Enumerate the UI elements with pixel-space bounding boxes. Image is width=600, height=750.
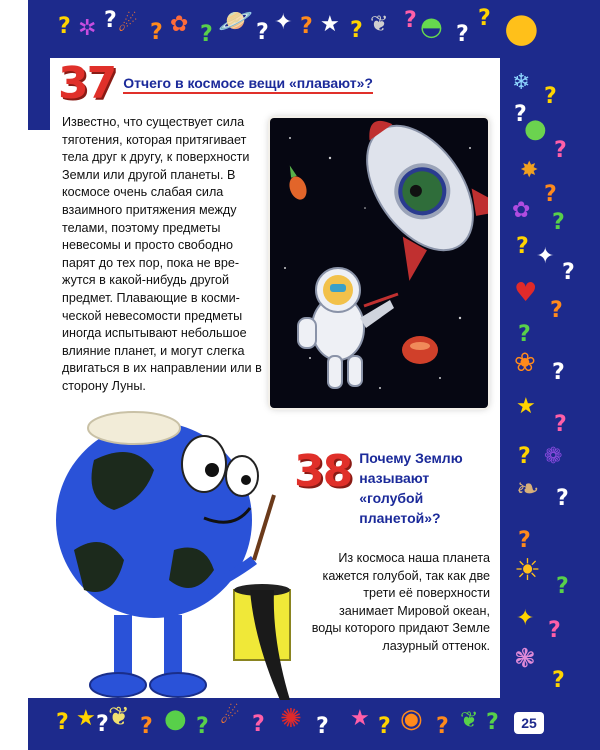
question-mark-icon: ? bbox=[516, 234, 529, 259]
starfish-icon: ★ bbox=[350, 706, 370, 731]
question-mark-icon: ? bbox=[544, 182, 557, 207]
question-mark-icon: ? bbox=[456, 22, 469, 47]
satellite-icon: ✦ bbox=[274, 10, 293, 35]
question-38-header bbox=[294, 448, 479, 528]
crab-icon: ✺ bbox=[280, 704, 302, 734]
question-mark-icon: ? bbox=[554, 138, 567, 163]
jellyfish-icon: ❃ bbox=[514, 644, 536, 674]
plant-icon: ❦ bbox=[460, 708, 479, 733]
question-mark-icon: ? bbox=[252, 712, 265, 737]
star-icon: ✦ bbox=[516, 606, 535, 631]
page-number: 25 bbox=[514, 712, 544, 734]
ufo-icon: ◓ bbox=[420, 12, 443, 42]
question-title: Отчего в космосе вещи «плавают»? bbox=[123, 75, 373, 94]
question-37-header bbox=[58, 58, 373, 109]
question-mark-icon: ? bbox=[562, 260, 575, 285]
question-mark-icon: ? bbox=[200, 22, 213, 47]
earth-character-painting-illustration bbox=[54, 400, 294, 710]
question-mark-icon: ? bbox=[554, 412, 567, 437]
flower-icon: ✿ bbox=[170, 12, 189, 37]
question-mark-icon: ? bbox=[514, 102, 527, 127]
bee-icon: ✸ bbox=[520, 158, 539, 183]
butterfly-icon: ❀ bbox=[514, 348, 536, 378]
question-mark-icon: ? bbox=[518, 322, 531, 347]
question-mark-icon: ? bbox=[378, 714, 391, 739]
snail-icon: ◉ bbox=[400, 704, 423, 734]
decorative-border-left bbox=[28, 0, 50, 130]
question-mark-icon: ? bbox=[552, 210, 565, 235]
question-mark-icon: ? bbox=[478, 6, 491, 31]
comet-icon: ☄ bbox=[220, 704, 240, 729]
question-mark-icon: ? bbox=[350, 18, 363, 43]
question-mark-icon: ? bbox=[518, 528, 531, 553]
question-mark-icon: ? bbox=[518, 444, 531, 469]
question-mark-icon: ? bbox=[196, 714, 209, 739]
question-37-answer: Известно, что существует сила тяготения, которая притягивает тела друг к другу, к поверхности Земли или другой планеты. В космосе очень слабая сила взаимного притяжения между телами, поэтому предметы невесомы и просто свободно парят до тех пор, пока не врежутся в какой-нибудь другой предмет. Плавающие в космической невесомости предметы иногда испытывают небольшое влияние планет, и могут слегка двигаться в их направлении или в сторону Луны. bbox=[62, 115, 262, 393]
snowflake-icon: ❄ bbox=[512, 70, 531, 95]
question-mark-icon: ? bbox=[544, 84, 557, 109]
question-number: 37 bbox=[58, 58, 116, 109]
star-icon: ✦ bbox=[536, 244, 555, 269]
space-illustration bbox=[270, 118, 488, 408]
question-mark-icon: ? bbox=[316, 714, 329, 739]
planet-icon: 🪐 bbox=[218, 4, 253, 37]
question-mark-icon: ? bbox=[96, 712, 109, 737]
astronaut-rocket-illustration bbox=[270, 118, 488, 408]
insect-icon: ✲ bbox=[78, 16, 97, 41]
planet-icon: ● bbox=[524, 114, 547, 144]
star-icon: ★ bbox=[320, 12, 340, 37]
question-mark-icon: ? bbox=[556, 486, 569, 511]
question-mark-icon: ? bbox=[404, 8, 417, 33]
question-mark-icon: ? bbox=[548, 618, 561, 643]
flower-icon: ❁ bbox=[544, 444, 563, 469]
mouse-icon: ❦ bbox=[370, 12, 389, 37]
sun-icon: ☀ bbox=[514, 553, 541, 588]
flower-icon: ✿ bbox=[512, 198, 531, 223]
question-mark-icon: ? bbox=[552, 360, 565, 385]
question-mark-icon: ? bbox=[486, 710, 499, 735]
rabbit-icon: ❧ bbox=[516, 472, 540, 505]
question-mark-icon: ? bbox=[256, 20, 269, 45]
question-mark-icon: ? bbox=[150, 20, 163, 45]
question-number: 38 bbox=[294, 446, 352, 497]
moon-icon: ● bbox=[504, 5, 539, 51]
question-mark-icon: ? bbox=[436, 714, 449, 739]
question-mark-icon: ? bbox=[550, 298, 563, 323]
question-mark-icon: ? bbox=[300, 14, 313, 39]
question-mark-icon: ? bbox=[58, 14, 71, 39]
question-mark-icon: ? bbox=[552, 668, 565, 693]
question-mark-icon: ? bbox=[104, 8, 117, 33]
question-mark-icon: ? bbox=[140, 714, 153, 739]
question-38-answer: Из космоса наша планета кажется голубой, так как две трети её поверхности занимает Мировой океан, воды которого придают Земле лазурный оттенок. bbox=[311, 551, 490, 653]
comet-icon: ☄ bbox=[118, 12, 138, 37]
question-mark-icon: ? bbox=[56, 710, 69, 735]
bird-icon: ❦ bbox=[108, 702, 130, 732]
question-mark-icon: ? bbox=[556, 574, 569, 599]
star-icon: ★ bbox=[76, 706, 96, 731]
shooting-star-icon: ★ bbox=[516, 394, 536, 419]
question-title: Почему Землю называют «голубой планетой»? bbox=[359, 450, 463, 526]
turtle-icon: ● bbox=[164, 704, 187, 734]
heart-character-icon: ♥ bbox=[514, 278, 538, 308]
earth-illustration bbox=[54, 400, 294, 710]
